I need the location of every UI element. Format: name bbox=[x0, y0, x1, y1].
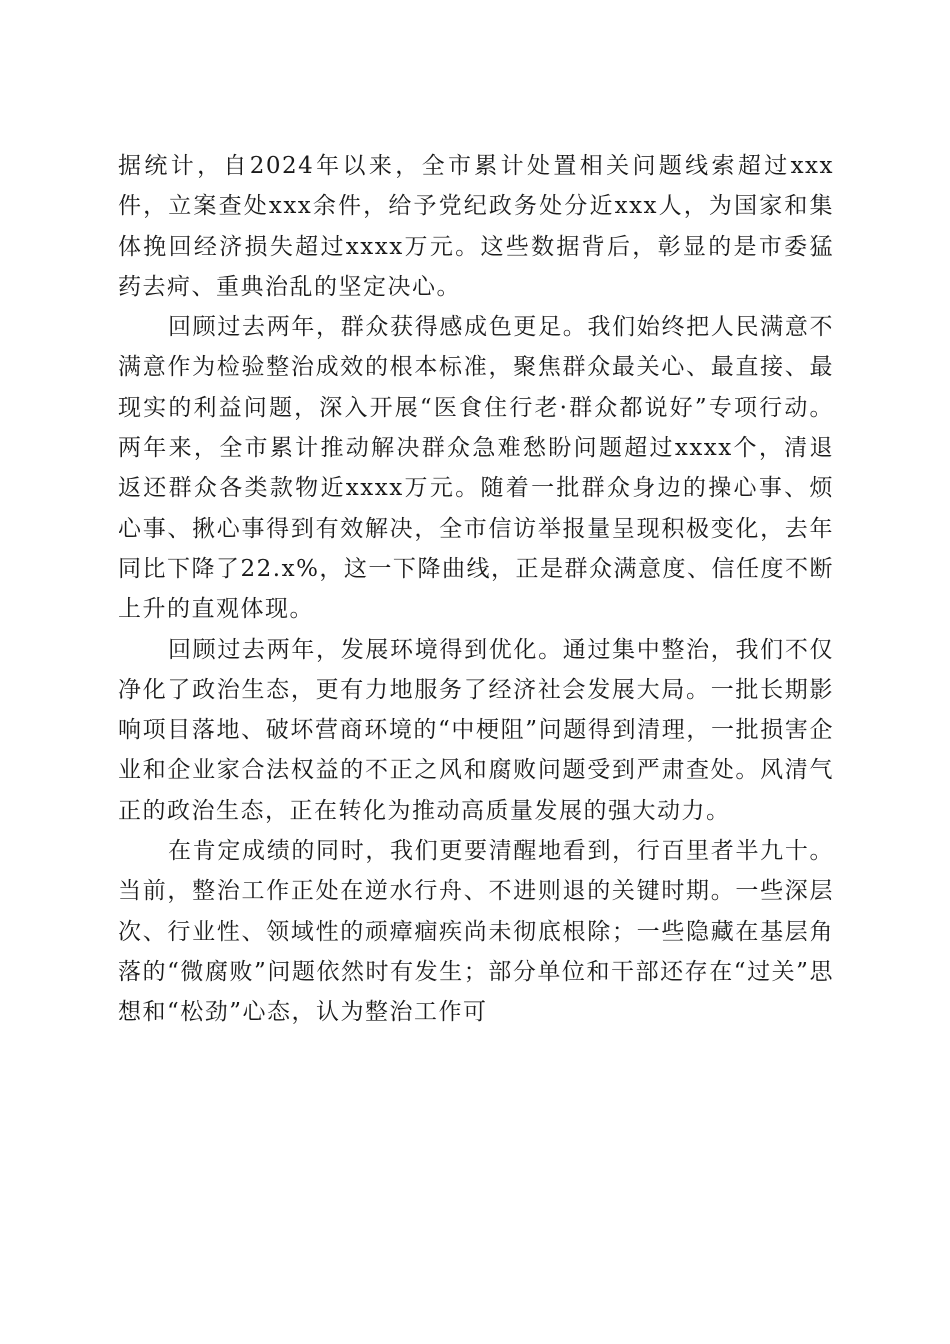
paragraph-environment: 回顾过去两年，发展环境得到优化。通过集中整治，我们不仅净化了政治生态，更有力地服务了经济社会发展大局。一批长期影响项目落地、破坏营商环境的“中梗阻”问题得到清理，一批损害企业和企业家合法权益的不正之风和腐败问题受到严肃查处。风清气正的政治生态，正在转化为推动高质量发展的强大动力。 bbox=[118, 636, 834, 824]
paragraph-public-benefit: 回顾过去两年，群众获得感成色更足。我们始终把人民满意不满意作为检验整治成效的根本标准，聚焦群众最关心、最直接、最现实的利益问题，深入开展“医食住行老·群众都说好”专项行动。两年来，全市累计推动解决群众急难愁盼问题超过xxxx个，清退返还群众各类款物近xxxx万元。随着一批群众身边的操心事、烦心事、揪心事得到有效解决，全市信访举报量呈现积极变化，去年同比下降了22.x%，这一下降曲线，正是群众满意度、信任度不断上升的直观体现。 bbox=[118, 314, 834, 623]
paragraph-statistics: 据统计，自2024年以来，全市累计处置相关问题线索超过xxx件，立案查处xxx余件，给予党纪政务处分近xxx人，为国家和集体挽回经济损失超过xxxx万元。这些数据背后，彰显的是市委猛药去疴、重典治乱的坚定决心。 bbox=[118, 153, 834, 300]
document-body bbox=[118, 146, 834, 1033]
paragraph-challenges: 在肯定成绩的同时，我们更要清醒地看到，行百里者半九十。当前，整治工作正处在逆水行舟、不进则退的关键时期。一些深层次、行业性、领域性的顽瘴痼疾尚未彻底根除；一些隐藏在基层角落的“微腐败”问题依然时有发生；部分单位和干部还存在“过关”思想和“松劲”心态，认为整治工作可 bbox=[118, 838, 834, 1026]
